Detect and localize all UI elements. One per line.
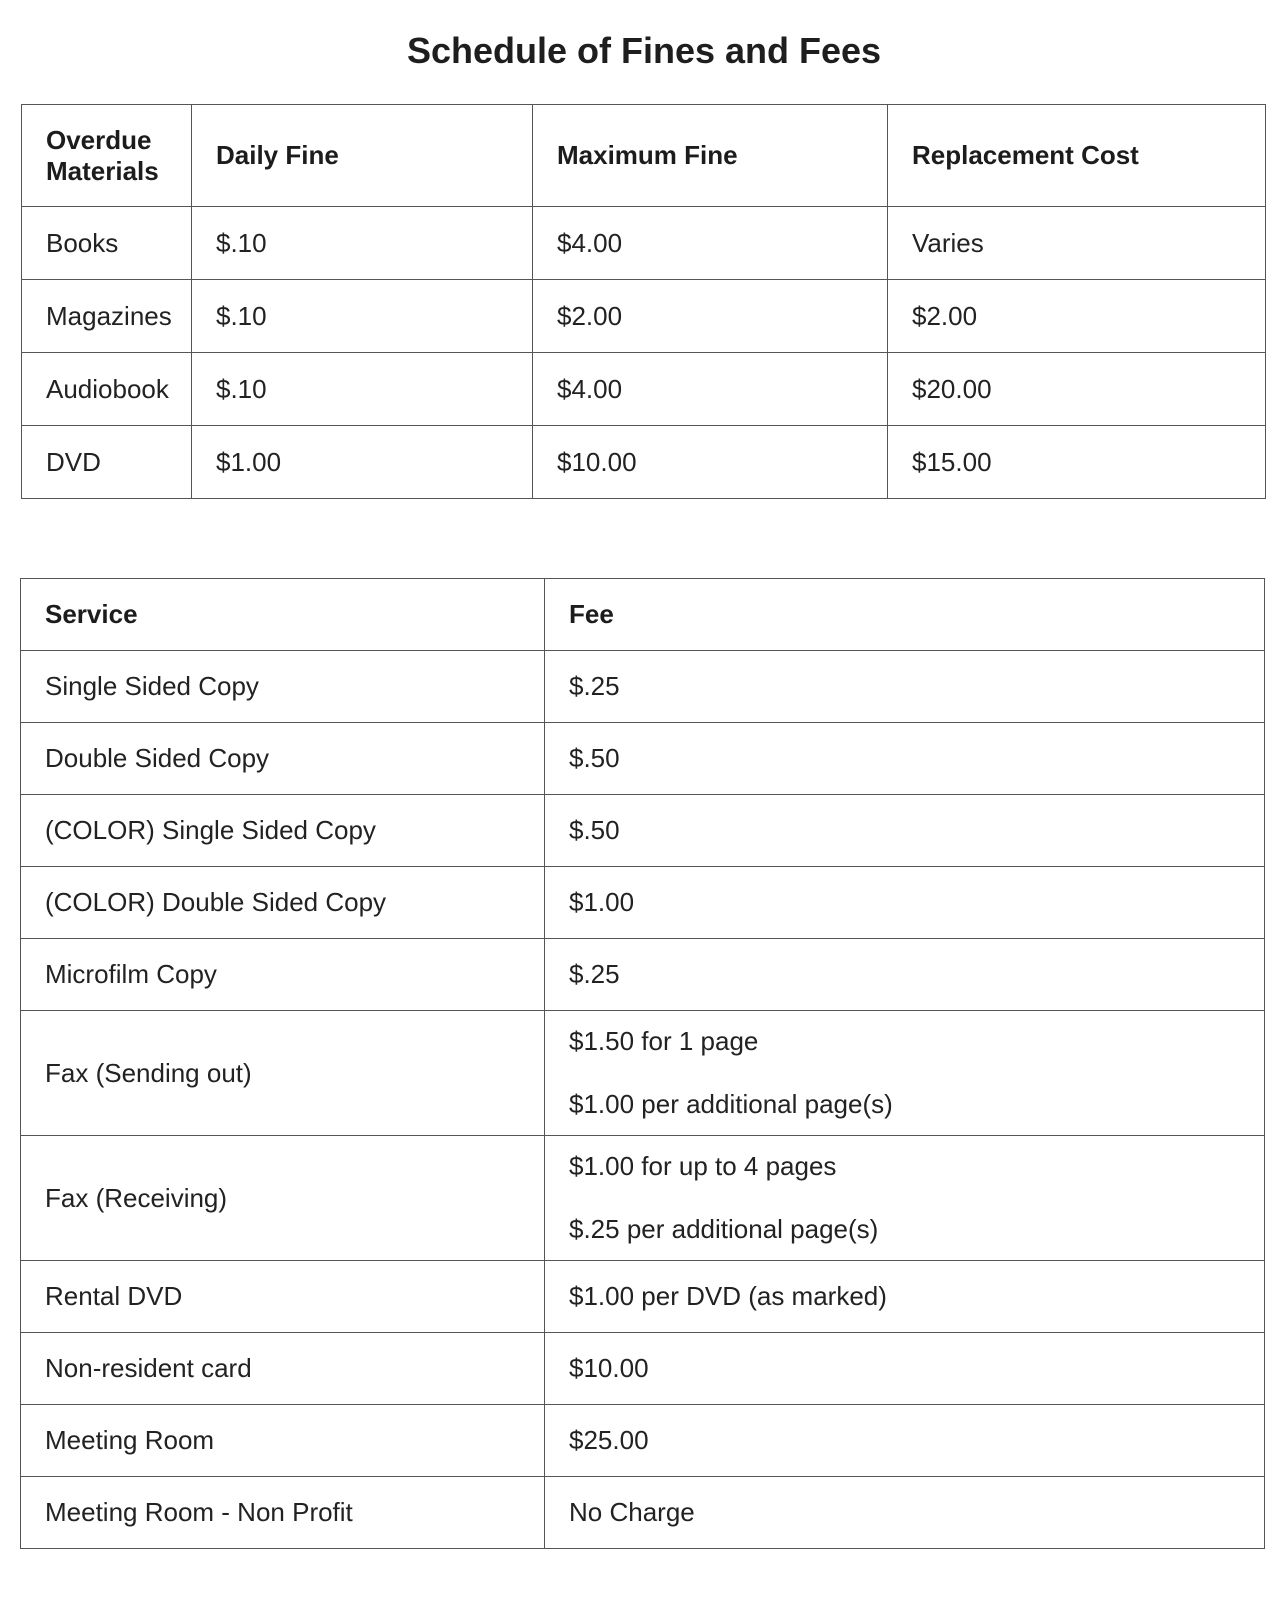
header-fee: Fee xyxy=(545,579,1265,651)
fees-header-row xyxy=(21,579,1265,651)
daily-fine: $.10 xyxy=(192,207,533,280)
fee-line: $1.00 for up to 4 pages xyxy=(569,1150,837,1181)
service-fee xyxy=(545,1136,1265,1261)
fee-extra-line: $1.00 per additional page(s) xyxy=(569,1089,893,1119)
header-overdue-materials: Overdue Materials xyxy=(22,105,192,207)
service-name: Microfilm Copy xyxy=(21,939,545,1011)
table-row xyxy=(21,1405,1265,1477)
header-maximum-fine: Maximum Fine xyxy=(533,105,888,207)
table-row xyxy=(21,1136,1265,1261)
service-fee: $.25 xyxy=(545,939,1265,1011)
table-row xyxy=(21,795,1265,867)
table-row xyxy=(21,651,1265,723)
table-row xyxy=(22,426,1266,499)
service-name: Non-resident card xyxy=(21,1333,545,1405)
maximum-fine: $2.00 xyxy=(533,280,888,353)
maximum-fine: $4.00 xyxy=(533,353,888,426)
service-name: Single Sided Copy xyxy=(21,651,545,723)
service-fee: $1.00 per DVD (as marked) xyxy=(545,1261,1265,1333)
table-row xyxy=(21,723,1265,795)
table-row xyxy=(21,939,1265,1011)
service-fee: No Charge xyxy=(545,1477,1265,1549)
header-daily-fine: Daily Fine xyxy=(192,105,533,207)
fines-table xyxy=(21,104,1266,499)
service-name: Double Sided Copy xyxy=(21,723,545,795)
maximum-fine: $4.00 xyxy=(533,207,888,280)
replacement-cost: Varies xyxy=(888,207,1266,280)
replacement-cost: $15.00 xyxy=(888,426,1266,499)
service-fee: $.50 xyxy=(545,795,1265,867)
service-fee xyxy=(545,1011,1265,1136)
table-row xyxy=(21,1333,1265,1405)
table-row xyxy=(22,280,1266,353)
fees-table xyxy=(20,578,1265,1549)
replacement-cost: $2.00 xyxy=(888,280,1266,353)
service-name: Fax (Receiving) xyxy=(21,1136,545,1261)
service-fee: $.50 xyxy=(545,723,1265,795)
material-name: Audiobook xyxy=(22,353,192,426)
service-name: (COLOR) Double Sided Copy xyxy=(21,867,545,939)
service-name: Fax (Sending out) xyxy=(21,1011,545,1136)
service-fee: $10.00 xyxy=(545,1333,1265,1405)
fee-line: $1.50 for 1 page xyxy=(569,1025,759,1056)
table-row xyxy=(21,867,1265,939)
page-title: Schedule of Fines and Fees xyxy=(406,30,882,71)
service-fee: $.25 xyxy=(545,651,1265,723)
material-name: Magazines xyxy=(22,280,192,353)
daily-fine: $1.00 xyxy=(192,426,533,499)
replacement-cost: $20.00 xyxy=(888,353,1266,426)
service-fee: $1.00 xyxy=(545,867,1265,939)
service-name: Meeting Room - Non Profit xyxy=(21,1477,545,1549)
maximum-fine: $10.00 xyxy=(533,426,888,499)
daily-fine: $.10 xyxy=(192,280,533,353)
material-name: DVD xyxy=(22,426,192,499)
table-row xyxy=(21,1477,1265,1549)
service-name: (COLOR) Single Sided Copy xyxy=(21,795,545,867)
service-name: Rental DVD xyxy=(21,1261,545,1333)
table-row xyxy=(22,353,1266,426)
header-replacement-cost: Replacement Cost xyxy=(888,105,1266,207)
header-service: Service xyxy=(21,579,545,651)
material-name: Books xyxy=(22,207,192,280)
service-name: Meeting Room xyxy=(21,1405,545,1477)
table-row xyxy=(21,1261,1265,1333)
fee-extra-line: $.25 per additional page(s) xyxy=(569,1214,879,1244)
daily-fine: $.10 xyxy=(192,353,533,426)
table-row xyxy=(21,1011,1265,1136)
service-fee: $25.00 xyxy=(545,1405,1265,1477)
table-row xyxy=(22,207,1266,280)
fines-header-row xyxy=(22,105,1266,207)
